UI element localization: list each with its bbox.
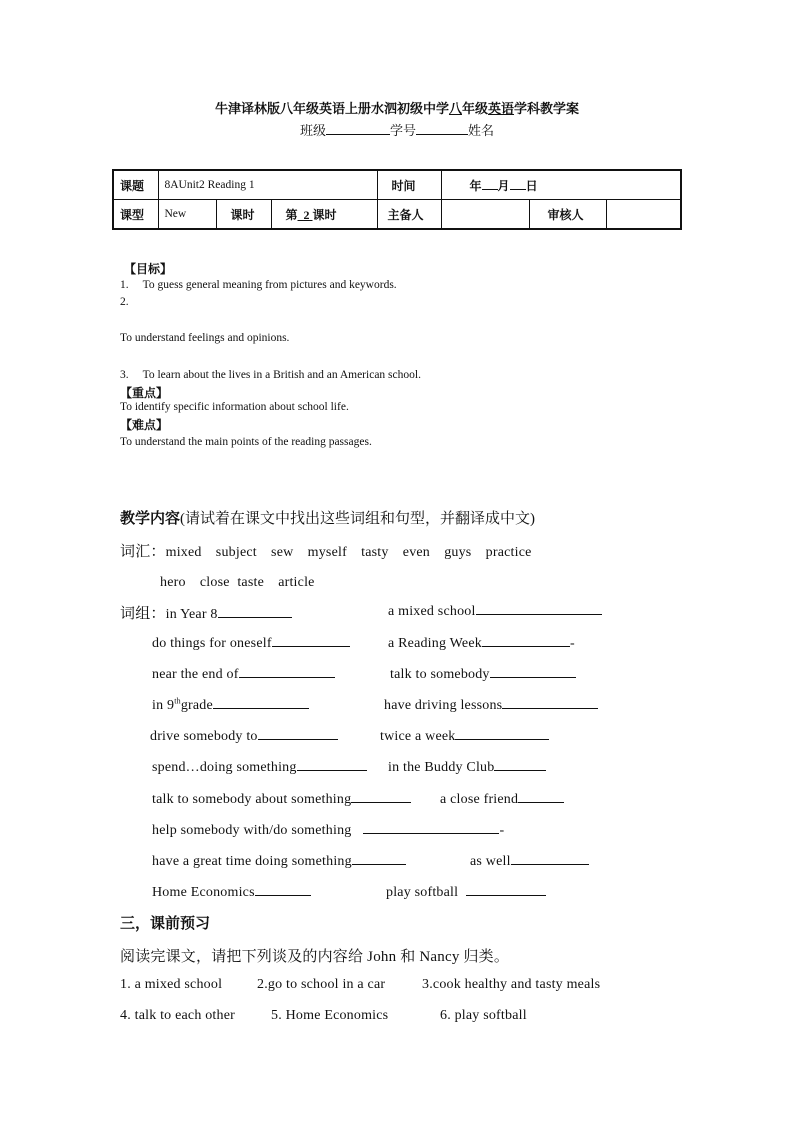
topic-value: 8AUnit2 Reading 1 [158,170,377,200]
phrase-row-2-right: a Reading Week - [388,636,575,651]
student-info-line [0,120,794,139]
answer-blank[interactable] [466,883,546,896]
objective-1: 1. To guess general meaning from pictures and keywords. [120,279,397,291]
answer-blank[interactable] [482,634,570,647]
key-points-text: To identify specific information about school life. [120,401,349,413]
preview-item-6: 6. play softball [440,1008,527,1023]
preview-item-1: 1. a mixed school [120,977,223,992]
answer-blank[interactable] [213,696,309,709]
phrase-row-7-right: a close friend [440,790,564,808]
answer-blank[interactable] [352,852,406,865]
preview-heading: 三，课前预习 [120,916,211,932]
answer-blank[interactable] [258,727,338,740]
phrase-row-4-left: in 9thgrade [152,696,309,714]
preparer-label: 主备人 [377,200,441,230]
preview-item-4: 4. talk to each other [120,1008,235,1023]
answer-blank[interactable] [363,821,499,834]
lesson-info-table [112,169,682,230]
phrase-row-1-left: 词组：in Year 8 [120,602,292,623]
answer-blank[interactable] [511,852,589,865]
phrase-row-9-left: have a great time doing something [152,852,406,870]
phrase-row-8: help somebody with/do something - [152,823,505,838]
answer-blank[interactable] [255,883,311,896]
objective-2: To understand feelings and opinions. [120,332,290,344]
phrase-row-3-right: talk to somebody [390,665,576,683]
phrase-row-1-right: a mixed school [388,602,602,620]
phrase-row-5-left: drive somebody to [150,727,338,745]
phrase-row-10-left: Home Economics [152,883,311,901]
time-label: 时间 [377,170,441,200]
difficulties-text: To understand the main points of the reading passages. [120,436,372,448]
vocab-line-1: 词汇：mixed subject sew myself tasty even guys practice [120,544,532,560]
preparer-value[interactable] [441,200,529,230]
type-label: 课型 [113,200,158,230]
objective-3: 3. To learn about the lives in a British and an American school. [120,369,421,381]
answer-blank[interactable] [272,634,350,647]
preview-item-5: 5. Home Economics [271,1008,389,1023]
phrase-row-3-left: near the end of [152,665,335,683]
topic-label: 课题 [113,170,158,200]
answer-blank[interactable] [218,605,292,618]
period-value: 第 2 课时 [271,200,377,230]
key-points-title: 【重点】 [120,386,169,400]
vocab-line-2: hero close taste article [160,575,315,590]
answer-blank[interactable] [502,696,598,709]
objectives-title: 【目标】 [124,262,173,276]
phrase-row-6-right: in the Buddy Club [388,758,546,776]
answer-blank[interactable] [518,790,564,803]
answer-blank[interactable] [494,758,546,771]
date-field[interactable]: 年 月 日 [441,170,681,200]
type-value: New [158,200,216,230]
class-label: 班级 [299,123,326,138]
phrase-row-4-right: have driving lessons [384,696,598,714]
number-label: 学号 [389,123,416,138]
class-blank[interactable] [326,122,390,135]
objective-2-num: 2. [120,296,129,308]
reviewer-value[interactable] [606,200,681,230]
preview-item-2: 2.go to school in a car [257,977,386,992]
phrase-row-7-left: talk to somebody about something [152,790,411,808]
answer-blank[interactable] [490,665,576,678]
answer-blank[interactable] [239,665,335,678]
content-heading: 教学内容(请试着在课文中找出这些词组和句型，并翻译成中文) [120,511,536,527]
name-label: 姓名 [468,123,495,138]
phrase-row-6-left: spend…doing something [152,758,367,776]
phrase-row-2-left: do things for oneself [152,634,350,652]
preview-item-3: 3.cook healthy and tasty meals [422,977,601,992]
reviewer-label: 审核人 [529,200,606,230]
period-label: 课时 [216,200,271,230]
number-blank[interactable] [416,122,468,135]
answer-blank[interactable] [455,727,549,740]
answer-blank[interactable] [297,758,367,771]
answer-blank[interactable] [476,602,602,615]
page-title: 牛津译林版八年级英语上册水泗初级中学八年级英语学科教学案 [214,101,580,116]
difficulties-title: 【难点】 [120,418,169,432]
phrase-row-5-right: twice a week [380,727,549,745]
answer-blank[interactable] [351,790,411,803]
phrase-row-10-right: play softball [386,883,546,901]
preview-instruction: 阅读完课文，请把下列谈及的内容给 John 和 Nancy 归类。 [120,949,510,965]
phrase-row-9-right: as well [470,852,589,870]
